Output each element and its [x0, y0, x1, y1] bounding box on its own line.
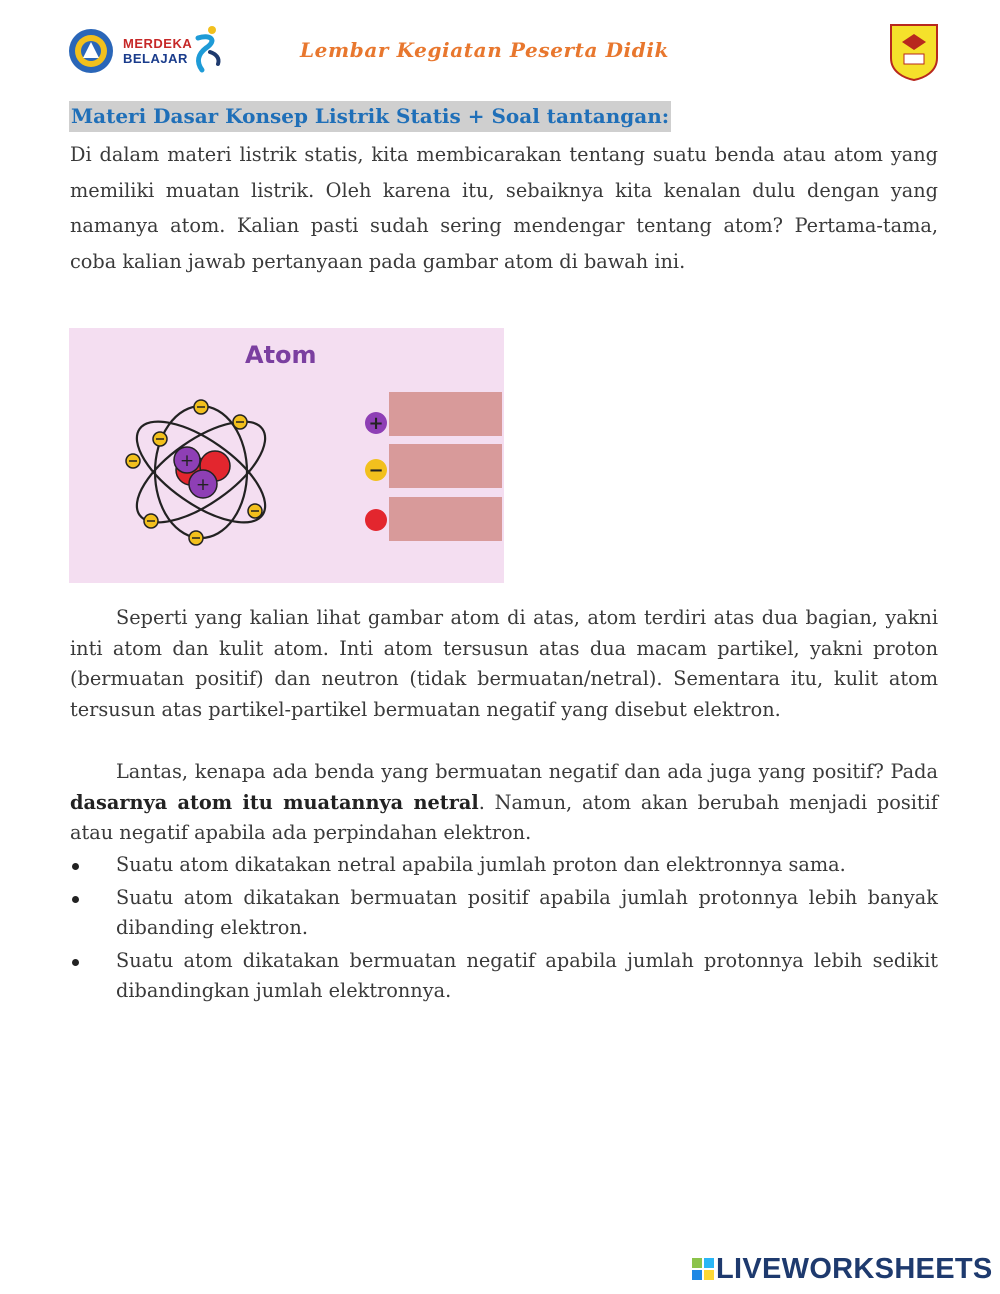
- paragraph-charge: [70, 757, 938, 849]
- answer-box-neutron[interactable]: [389, 497, 502, 541]
- list-item-text: Suatu atom dikatakan netral apabila jumlah proton dan elektronnya sama.: [116, 853, 846, 876]
- logo-line1: MERDEKA: [123, 36, 193, 51]
- paragraph-charge-text-end: . Namun, atom akan berubah menjadi positif atau negatif apabila ada perpindahan elektron.: [70, 790, 938, 845]
- paragraph-atom-structure: Seperti yang kalian lihat gambar atom di atas, atom terdiri atas dua bagian, yakni inti atom dan kulit atom. Inti atom tersusun atas dua macam partikel, yakni proton (bermuatan positif) dan neutron (tidak bermuatan/netral). Sementara itu, kulit atom tersusun atas partikel-partikel bermuatan negatif yang disebut elektron.: [70, 606, 938, 722]
- charge-rules-list: [70, 850, 938, 1009]
- liveworksheets-logo-icon: [692, 1258, 714, 1280]
- liveworksheets-brand[interactable]: LIVEWORKSHEETS: [716, 1253, 993, 1285]
- page-header: [0, 0, 1000, 95]
- legend-electron-symbol: −: [368, 460, 384, 481]
- atom-figure-title: Atom: [245, 341, 317, 369]
- legend-neutron-icon: [365, 509, 387, 531]
- list-item-text: Suatu atom dikatakan bermuatan positif apabila jumlah protonnya lebih banyak dibanding elektron.: [116, 885, 938, 939]
- merdeka-belajar-logo: [123, 36, 192, 66]
- legend-proton-symbol: +: [368, 413, 384, 434]
- svg-text:+: +: [195, 475, 211, 495]
- section-heading: Materi Dasar Konsep Listrik Statis + Soal tantangan:: [69, 101, 671, 132]
- answer-box-electron[interactable]: [389, 444, 502, 488]
- bullet-icon: [72, 863, 79, 870]
- list-item-text: Suatu atom dikatakan bermuatan negatif apabila jumlah protonnya lebih sedikit dibandingkan jumlah elektronnya.: [116, 948, 938, 1002]
- intro-paragraph: Di dalam materi listrik statis, kita membicarakan tentang suatu benda atau atom yang memiliki muatan listrik. Oleh karena itu, sebaiknya kita kenalan dulu dengan yang namanya atom. Kalian pasti sudah sering mendengar tentang atom? Pertama-tama, coba kalian jawab pertanyaan pada gambar atom di bawah ini.: [70, 143, 938, 273]
- paragraph-charge-bold: dasarnya atom itu muatannya netral: [70, 790, 479, 814]
- logo-line2: BELAJAR: [123, 51, 188, 66]
- svg-text:+: +: [179, 451, 195, 471]
- paragraph-charge-text: Lantas, kenapa ada benda yang bermuatan negatif dan ada juga yang positif? Pada: [116, 760, 938, 783]
- merdeka-figure-icon: [188, 24, 228, 74]
- list-item: [70, 883, 938, 944]
- kemdikbud-logo-icon: [68, 28, 114, 74]
- bullet-icon: [72, 896, 79, 903]
- worksheet-title: Lembar Kegiatan Peserta Didik: [300, 38, 669, 62]
- answer-box-proton[interactable]: [389, 392, 502, 436]
- list-item: [70, 946, 938, 1007]
- school-emblem-icon: [888, 22, 940, 82]
- atom-figure: [69, 328, 504, 583]
- bullet-icon: [72, 959, 79, 966]
- list-item: [70, 850, 938, 881]
